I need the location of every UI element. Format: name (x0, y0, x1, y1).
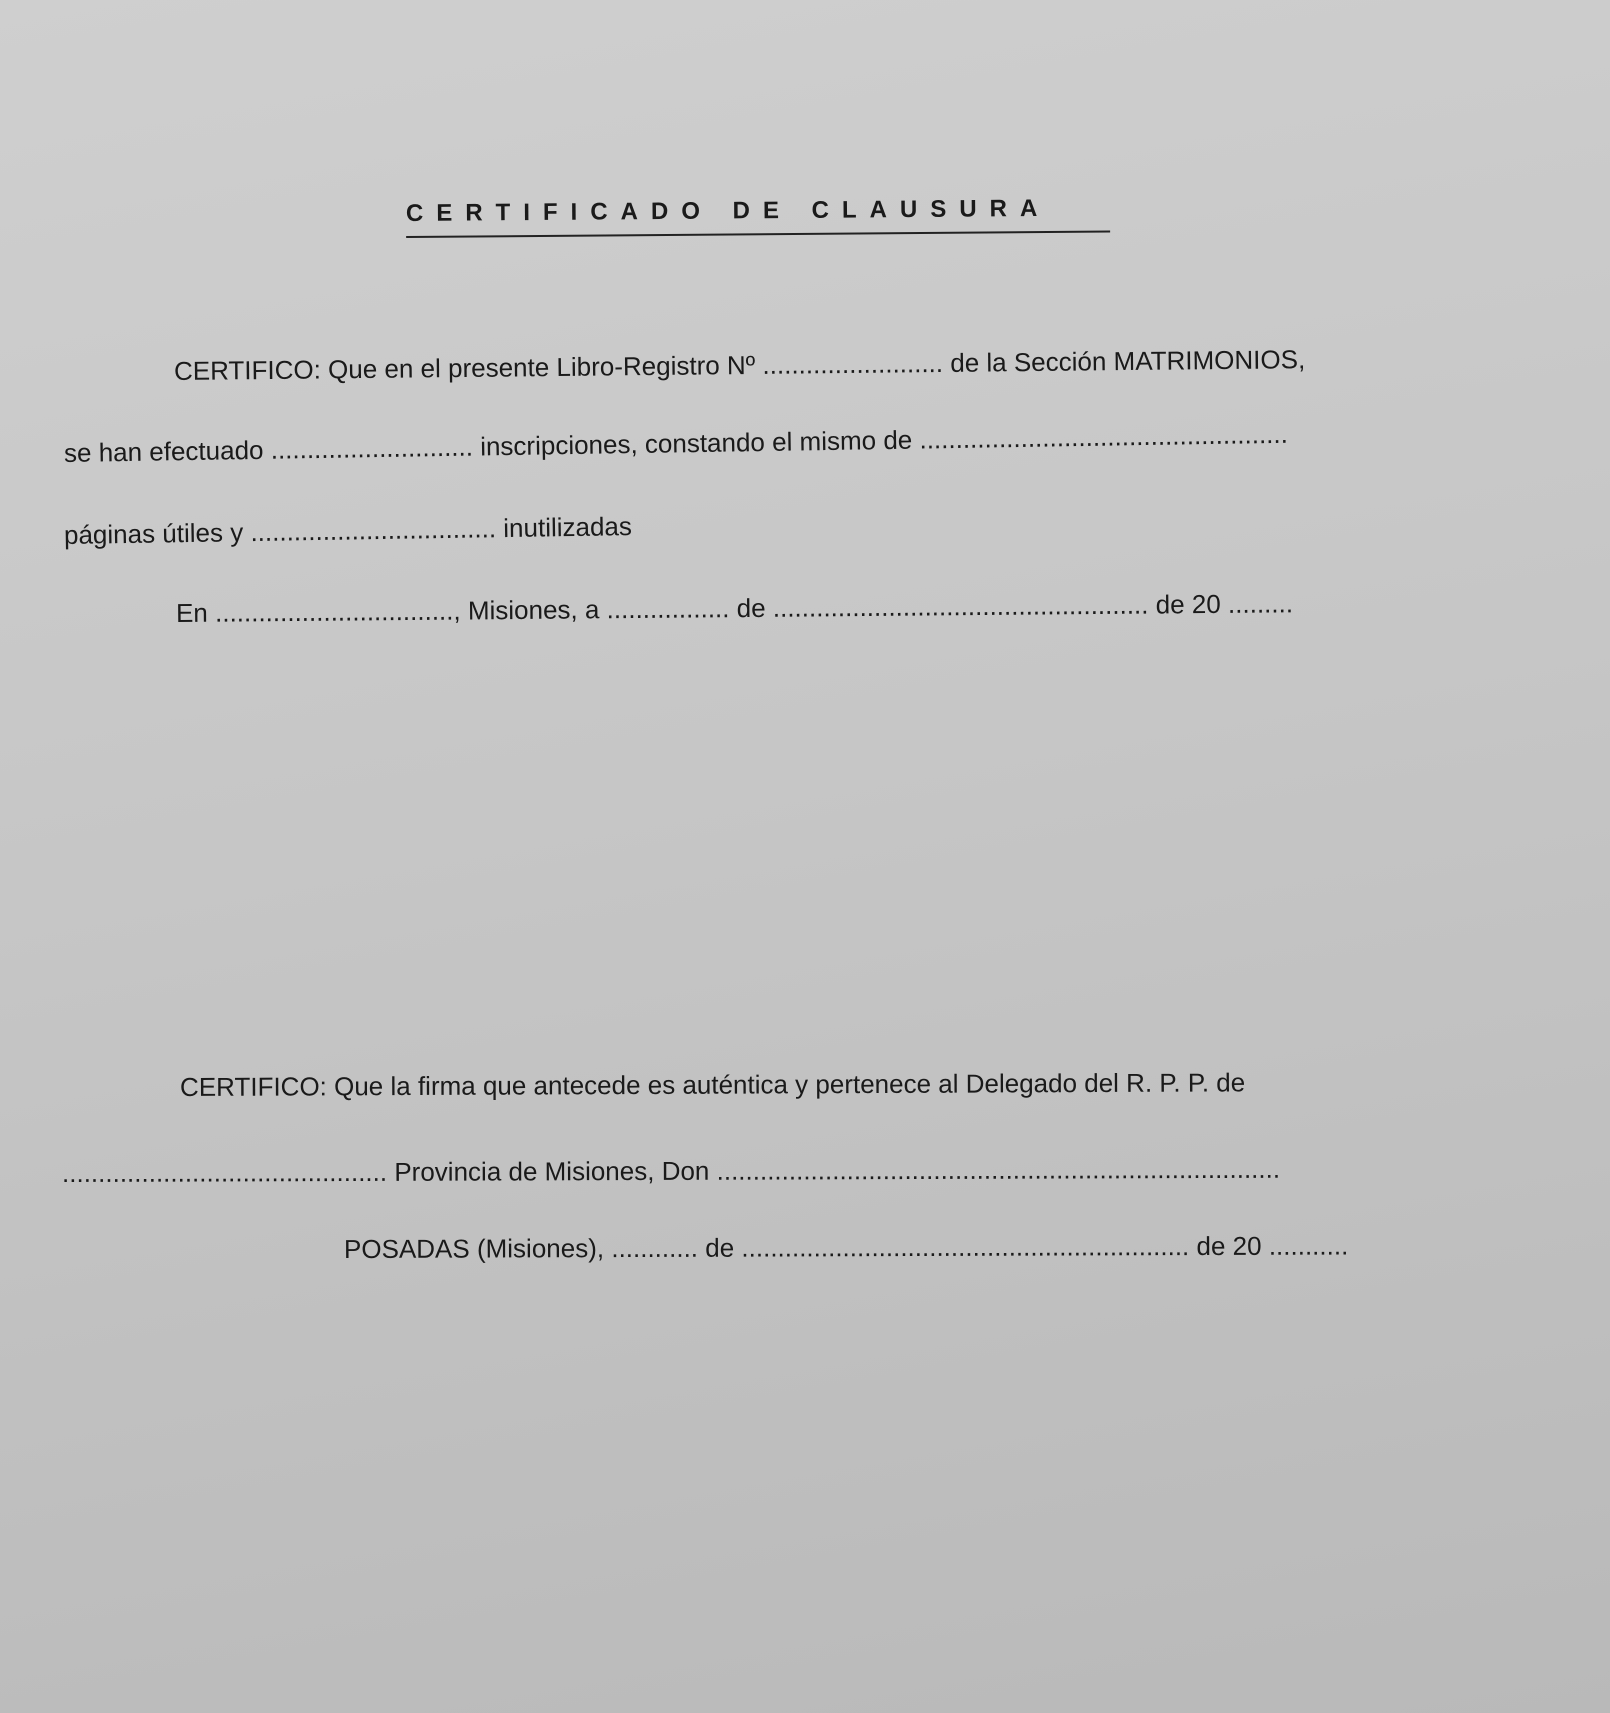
blank-paginas-utiles: ................................................... (919, 418, 1289, 455)
line-text: CERTIFICO: Que en el presente Libro-Registro Nº (173, 349, 756, 386)
blank-mes: .................................................... (772, 589, 1149, 623)
blank-delegado-nombre: .............................................................................. (716, 1153, 1281, 1186)
blank-mes-posadas: .............................................................. (741, 1231, 1190, 1263)
line-text: , Misiones, a (453, 594, 600, 626)
line-text: En (175, 597, 208, 628)
line-text: de (705, 1232, 735, 1263)
line-text: de 20 (1155, 588, 1221, 620)
line-text: POSADAS (Misiones), (343, 1233, 605, 1264)
certificate-signature-line-2 (62, 1154, 1280, 1188)
line-text: Provincia de Misiones, (394, 1155, 655, 1187)
line-text: inscripciones, constando el mismo de (479, 424, 913, 462)
blank-dia: ................. (606, 593, 730, 625)
line-text: de 20 (1196, 1230, 1262, 1262)
blank-localidad: ................................. (214, 595, 454, 628)
line-text: inutilizadas (503, 511, 633, 544)
blank-delegacion: ............................................. (61, 1156, 388, 1188)
line-text: de la Sección MATRIMONIOS, (950, 344, 1306, 378)
certificate-signature-line-3 (344, 1230, 1348, 1264)
certificate-signature-line-1: CERTIFICO: Que la firma que antecede es auténtica y pertenece al Delegado del R. P. P. de (179, 1067, 1246, 1102)
blank-dia-posadas: ............ (611, 1232, 699, 1264)
blank-anio-posadas: ........... (1268, 1230, 1349, 1261)
certificate-line-4 (176, 588, 1293, 628)
document-title: CERTIFICADO DE CLAUSURA (406, 194, 1110, 238)
blank-anio: ......... (1227, 588, 1294, 619)
blank-inscripciones: ............................ (270, 431, 474, 465)
certificate-line-3 (64, 511, 632, 550)
blank-registro-number: ......................... (762, 347, 944, 380)
blank-paginas-inutilizadas: .................................. (250, 513, 497, 548)
line-text: Don (661, 1155, 710, 1186)
line-text: páginas útiles y (63, 517, 244, 550)
line-text: de (736, 592, 766, 624)
line-text: se han efectuado (63, 434, 264, 468)
certificate-line-1 (174, 344, 1306, 386)
certificate-line-2 (64, 419, 1288, 468)
